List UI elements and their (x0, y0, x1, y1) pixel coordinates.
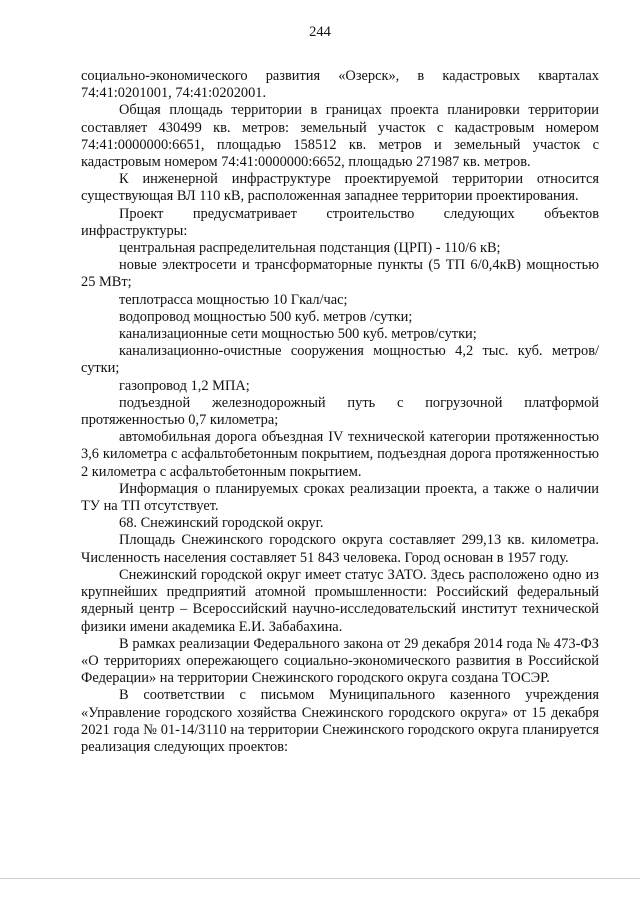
list-item: новые электросети и трансформаторные пункты (5 ТП 6/0,4кВ) мощностью 25 МВт; (81, 257, 599, 291)
list-item: автомобильная дорога объездная IV технической категории протяженностью 3,6 километра с асфальтобетонным покрытием, подъездная дорога протяженностью 2 километра с асфальтобетонным покрытием. (81, 429, 599, 480)
paragraph: Проект предусматривает строительство следующих объектов инфраструктуры: (81, 205, 599, 239)
list-item: центральная распределительная подстанция (ЦРП) - 110/6 кВ; (119, 240, 501, 257)
list-item: канализационные сети мощностью 500 куб. метров/сутки; (119, 326, 477, 343)
paragraph: социально-экономического развития «Озерск», в кадастровых кварталах 74:41:0201001, 74:41:0202001. (81, 68, 599, 102)
page-number: 244 (309, 24, 331, 40)
section-heading: 68. Снежинский городской округ. (119, 515, 324, 532)
list-item: теплотрасса мощностью 10 Гкал/час; (119, 291, 348, 308)
paragraph: В рамках реализации Федерального закона от 29 декабря 2014 года № 473-ФЗ «О территориях опережающего социально-экономического развития в Российской Федерации» на территории Снежинского городского округа создана ТОСЭР. (81, 635, 599, 687)
paragraph: Снежинский городской округ имеет статус ЗАТО. Здесь расположено одно из крупнейших предприятий атомной промышленности: Российский федеральный ядерный центр – Всероссийский научно-исследовательский институт технической физики имени академика Е.И. Забабахина. (81, 566, 599, 635)
paragraph: В соответствии с письмом Муниципального казенного учреждения «Управление городского хозяйства Снежинского городского округа» от 15 декабря 2021 года № 01-14/3110 на территории Снежинского городского округа планируется реализация следующих проектов: (81, 687, 599, 755)
list-item: подъездной железнодорожный путь с погрузочной платформой протяженностью 0,7 километра; (81, 394, 599, 429)
paragraph: Общая площадь территории в границах проекта планировки территории составляет 430499 кв. метров: земельный участок с кадастровым номером 74:41:0000000:6651, площадью 158512 кв. метров и земельный участок с кадастровым номером 74:41:0000000:6652, площадью 271987 кв. метров. (81, 102, 599, 171)
paragraph: Площадь Снежинского городского округа составляет 299,13 кв. километра. Численность населения составляет 51 843 человека. Город основан в 1957 году. (81, 532, 599, 566)
paragraph: Информация о планируемых сроках реализации проекта, а также о наличии ТУ на ТП отсутствует. (81, 480, 599, 515)
document-body (81, 68, 599, 756)
list-item: канализационно-очистные сооружения мощностью 4,2 тыс. куб. метров/сутки; (81, 343, 599, 377)
page-bottom-rule (0, 878, 640, 879)
paragraph: К инженерной инфраструктуре проектируемой территории относится существующая ВЛ 110 кВ, расположенная западнее территории проектирования. (81, 171, 599, 205)
list-item: водопровод мощностью 500 куб. метров /сутки; (119, 308, 413, 325)
list-item: газопровод 1,2 МПА; (119, 377, 250, 394)
